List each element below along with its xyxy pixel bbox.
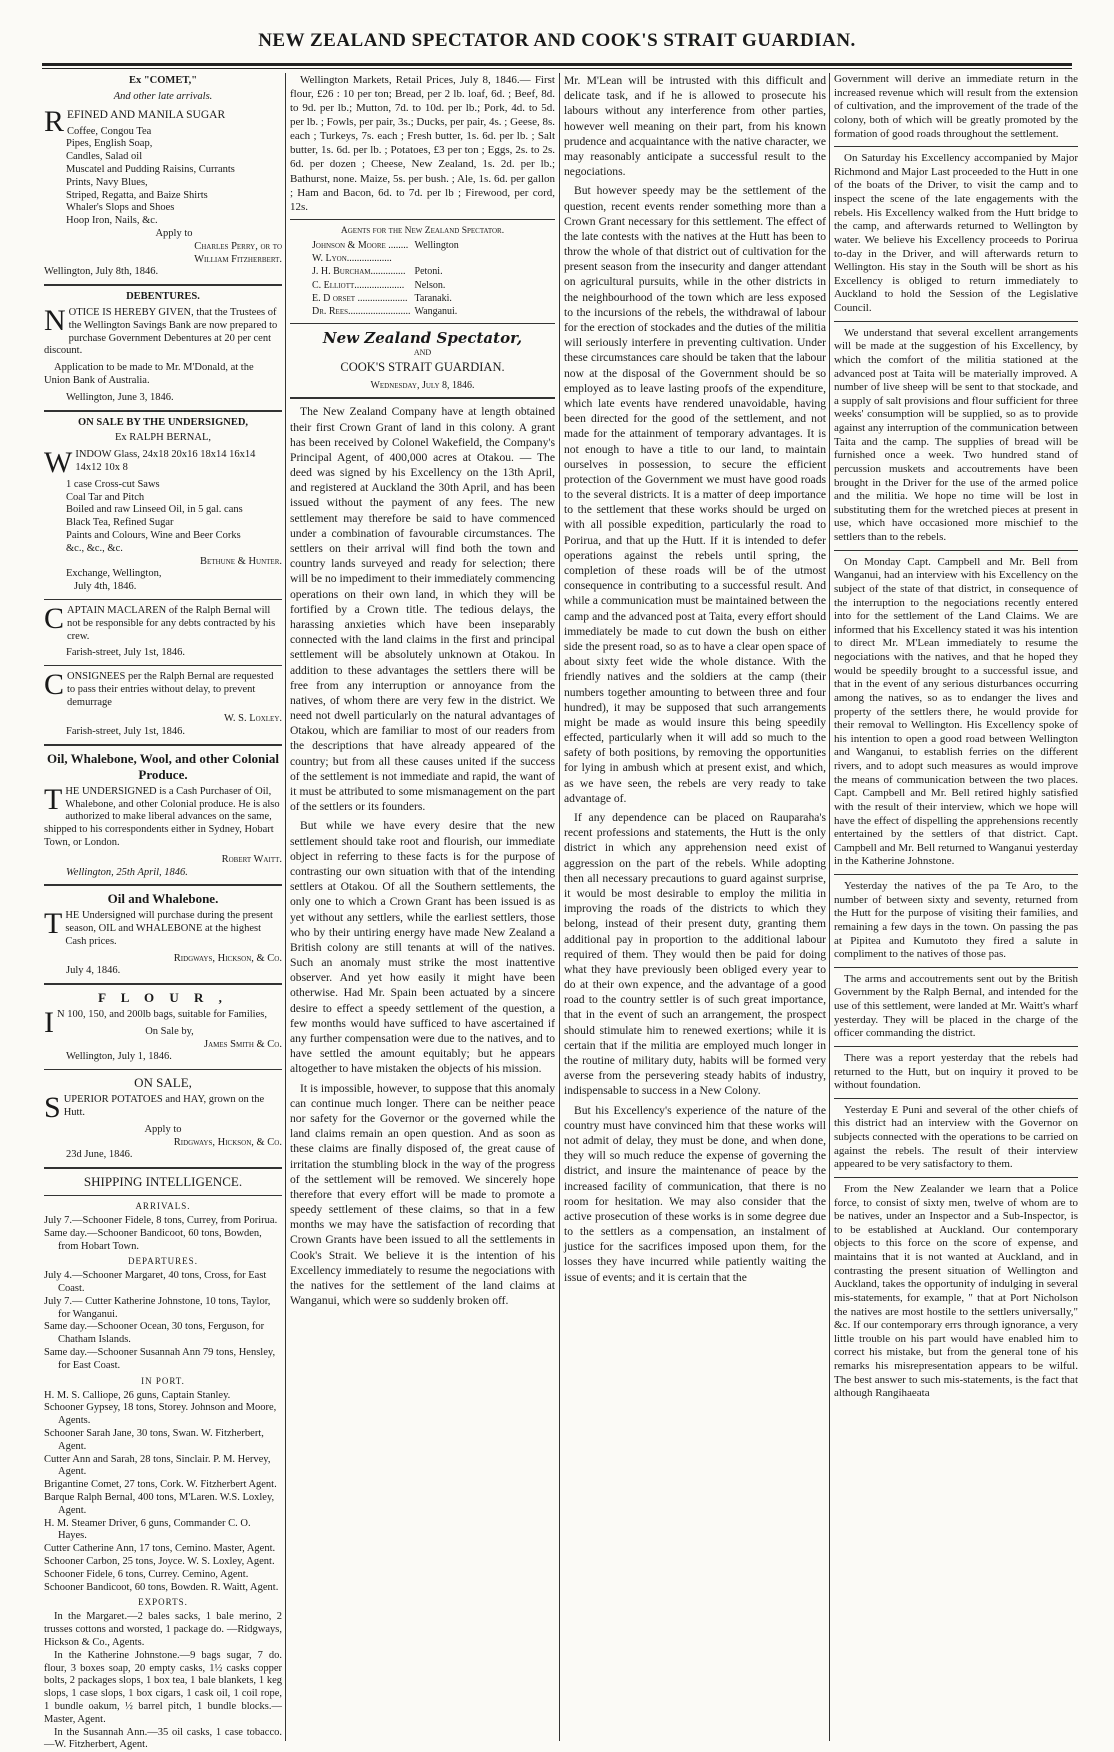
editorial-paragraph: If any dependence can be placed on Rauparaha's recent professions and statements, the Hutt is the only district in which any apprehension need exist of aggression on the part of the rebels. While adopting then all necessary precautions to guard against surprise, it would be most desirable to employ the militia in improving the roads of the districts to which they belong, instead of their present duty, granting them additional pay in proportion to the additional labour required of them. They would then be paid for doing what they have previously been obliged every year to do at their own expence, and the advantage of a good road to the country settler is of such great importance, that in the event of such an arrangement, the prospect should stimulate him to renewed exertions; while it is certain that if the militia are employed much longer in the routine of military duty, habits will be formed very averse from the persevering steady habits of industry, indispensable to success in a New Colony. bbox=[564, 811, 826, 1098]
shipping-entry: Cutter Ann and Sarah, 28 tons, Sinclair. P. M. Hervey, Agent. bbox=[44, 1453, 271, 1478]
shipping-entry: Cutter Catherine Ann, 17 tons, Cemino. Master, Agent. bbox=[44, 1543, 276, 1555]
advert-date: 23d June, 1846. bbox=[66, 1149, 133, 1161]
agent-row bbox=[310, 305, 461, 318]
news-paragraph: On Saturday his Excellency accompanied by Major Richmond and Major Last proceeded to the Hutt in one of the boats of the Driver, to visit the camp and to inspect the scene of the late engagements with the rebels. His Excellency walked from the Hutt bridge to the camp, and afterwards returned to Wellington by water. We believe his Excellency proceeds to Porirua to-day in the Driver, and will afterwards return to Wellington. His stay in the South will be short as his Excellency is obliged to return immediately to Auckland to hold the Session of the Legislative Council. bbox=[834, 152, 1078, 314]
agent-row bbox=[310, 279, 461, 292]
column-advertisements bbox=[44, 73, 282, 1751]
advert-items bbox=[44, 479, 282, 556]
separator bbox=[44, 1195, 282, 1196]
separator bbox=[834, 1046, 1078, 1047]
advert-date: Wellington, June 3, 1846. bbox=[66, 391, 174, 403]
shipping-intelligence bbox=[44, 1174, 282, 1752]
advert-date: Wellington, 25th April, 1846. bbox=[66, 866, 188, 878]
agent-row bbox=[310, 239, 461, 252]
separator bbox=[834, 321, 1078, 322]
agent-place bbox=[413, 252, 461, 265]
agents-table bbox=[310, 239, 461, 318]
advert-item: Candles, Salad oil bbox=[66, 151, 143, 163]
advert-heading: ON SALE, bbox=[134, 1075, 192, 1091]
column-local-news bbox=[834, 73, 1078, 1741]
separator bbox=[44, 983, 282, 985]
advert-item: Boiled and raw Linseed Oil, in 5 gal. cans bbox=[66, 504, 243, 516]
news-paragraph: Government will derive an immediate return in the increased revenue which will result from the extension of cultivation, and the improvement of the trade of the colony, both of which will be greatly promoted by the formation of good roads throughout the settlement. bbox=[834, 73, 1078, 140]
advert-item: Whaler's Slops and Shoes bbox=[66, 202, 175, 214]
separator bbox=[44, 884, 282, 886]
agent-name: C. Elliott.................... bbox=[312, 279, 405, 291]
shipping-entry: Schooner Fidele, 6 tons, Currey. Cemino, Agent. bbox=[44, 1568, 249, 1580]
separator bbox=[44, 284, 282, 286]
advert-heading: ON SALE BY THE UNDERSIGNED, bbox=[77, 416, 249, 428]
news-paragraph: On Monday Capt. Campbell and Mr. Bell from Wanganui, had an interview with his Excellency on the subject of the state of that district, in consequence of the interruption to the negociations recently entered into for the settlement of the Land Claims. We are informed that his Excellency stated it was his intention to direct Mr. M'Lean immediately to resume the negociations with the natives, and that he hoped they would be speedily brought to a successful issue, and that in the event of any serious disturbances occurring among the natives, so as to endanger the lives and property of the settlers there, he would provide for their removal to Wellington. His Excellency spoke of his intention to open a good road between Wellington and Wanganui, to establish ferries on the different rivers, and to adopt such measures as would improve the means of communication between the two places. Capt. Campbell and Mr. Bell retired highly satisfied with the result of their interview, which we hope will have the effect of dispelling the apprehensions recently entertained by the settlers of that district. Capt. Campbell and Mr. Bell returned to Wanganui yesterday in the Katherine Johnstone. bbox=[834, 555, 1078, 868]
agent-place: Taranaki. bbox=[414, 292, 452, 304]
advert-signature: William Fitzherbert. bbox=[194, 253, 282, 265]
shipping-entry: In the Katherine Johnstone.—9 bags sugar, 7 do. flour, 3 boxes soap, 20 empty casks, 1½ casks copper bolts, 2 packages slops, 1 box tea, 1 bale blankets, 1 keg slops, 1 case slops, 1 box cigars, 1 cask oil, 1 coil rope, 1 bundle oakum, ½ barrel pitch, 1 bundle blocks.—Master, Agent. bbox=[44, 1649, 282, 1725]
advert-body: CAPTAIN MACLAREN of the Ralph Bernal will not be responsible for any debts contracted by his crew. bbox=[44, 601, 276, 642]
advert-potatoes bbox=[44, 1075, 282, 1162]
shipping-entry: July 4.—Schooner Margaret, 40 tons, Cross, for East Coast. bbox=[44, 1270, 267, 1295]
shipping-section-label: DEPARTURES. bbox=[128, 1256, 198, 1267]
agent-row bbox=[310, 292, 461, 305]
advert-subheading: Ex RALPH BERNAL, bbox=[115, 432, 211, 444]
advert-body: Application to be made to Mr. M'Donald, at the Union Bank of Australia. bbox=[44, 362, 254, 386]
separator bbox=[834, 1177, 1078, 1178]
agent-place: Wellington bbox=[414, 240, 459, 252]
advert-heading: DEBENTURES. bbox=[126, 291, 200, 303]
market-prices: Wellington Markets, Retail Prices, July 8, 1846.— First flour, £26 : 10 per ton; Bread, per 2 lb. loaf, 6d. ; Beef, 8d. to 9d. per lb.; Mutton, 7d. to 10d. per lb.; Pork, 4d. to 5d. per lb. ; Fowls, per pair, 3s.; Ducks, per pair, 4s. ; Geese, 8s. each ; Turkeys, 7s. each ; Fresh butter, 1s. 6d. per lb. ; Salt butter, 1s. 6d. per lb. ; Potatoes, £3 per ton ; Eggs, 2s. to 2s. 6d. per dozen ; Cheese, New Zealand, 1s. 2d. per lb.; Bathurst, none. Maize, 5s. per bush. ; Ale, 1s. 6d. per gallon ; Ham and Bacon, 6d. to 7d. per lb ; Firewood, per cord, 12s. bbox=[290, 74, 555, 213]
advert-date: July 4th, 1846. bbox=[74, 581, 137, 593]
news-paragraph: There was a report yesterday that the rebels had returned to the Hutt, but on inquiry it proved to be without foundation. bbox=[834, 1051, 1078, 1092]
advert-date: Wellington, July 8th, 1846. bbox=[44, 266, 159, 278]
editorial-paragraph: Mr. M'Lean will be intrusted with this difficult and delicate task, and if he is allowed to prosecute his labours without any interference from other parties, however well meaning on their part, from his known prudence and acquaintance with the native character, we may reasonably anticipate a successful result to the negociations. bbox=[564, 74, 826, 179]
advert-date: Wellington, July 1, 1846. bbox=[66, 1051, 172, 1063]
editorial-paragraph: But his Excellency's experience of the nature of the country must have convinced him that these works will not admit of delay, they must be done, and when done, they will so much reduce the expense of governing the district, and insure the maintenance of peace by the increased facility of communication, that there is no room for hesitation. We may also consider that the active prosecution of these works is in some degree due to the settlers as a compensation, an instalment of justice for the sacrifices imposed upon them, for the losses they have incurred while patiently waiting the issue of events; and it is certain that the bbox=[564, 1103, 826, 1284]
advert-body: CONSIGNEES per the Ralph Bernal are requested to pass their entries without delay, to prevent demurrage bbox=[44, 668, 274, 708]
agent-row bbox=[310, 252, 461, 265]
news-paragraph: We understand that several excellent arrangements will be made at the suggestion of his Excellency, by which the comfort of the militia stationed at the advanced post at Taita will be materially improved. A number of live sheep will be sent to that stockade, and a supply of salt provisions and flour sufficient for three weeks' consumption will be supplied, so as to provide against any interruption of the communication between Taita and the camp. The supplies of bread will be furnished once a week. Two hundred stand of percussion muskets and accoutrements have been brought in the Driver for the use of the armed police and the militia. We hope no time will be lost in substituting them for the wretched pieces at present in use, which have occasioned more mischief to the settlers than to the rebels. bbox=[834, 326, 1078, 543]
column-editorial-1 bbox=[290, 73, 555, 1741]
advert-item: Muscatel and Pudding Raisins, Currants bbox=[66, 164, 235, 175]
agent-name: E. D orset .................... bbox=[312, 292, 408, 304]
advert-signature: James Smith & Co. bbox=[204, 1038, 282, 1050]
shipping-entry: Same day.—Schooner Susannah Ann 79 tons, Hensley, for East Coast. bbox=[44, 1347, 276, 1371]
advert-heading: Oil and Whalebone. bbox=[107, 891, 219, 907]
advert-consignees bbox=[44, 668, 282, 739]
advert-item: 1 case Cross-cut Saws bbox=[66, 478, 160, 490]
separator bbox=[834, 550, 1078, 551]
agents-heading: Agents for the New Zealand Spectator. bbox=[340, 225, 505, 236]
separator bbox=[44, 599, 282, 600]
separator bbox=[44, 665, 282, 666]
advert-lead: REFINED AND MANILA SUGAR bbox=[44, 104, 226, 138]
paper-title: New Zealand Spectator, bbox=[322, 328, 523, 347]
editorial-paragraph: But while we have every desire that the new settlement should take root and flourish, our immediate object in referring to these facts is for the purpose of contrasting our own situation with that of the intending settlers at Otakou. Of all the Southern settlements, the only one to which a Crown Grant has been issued is as yet without any settlers, while the earliest settlers, those who by their untiring energy have made New Zealand a British colony are still tenants at will of the natives. Such an anomaly must strike the most inattentive observer. And yet how easily it might have been otherwise. Had Mr. Spain been actuated by a sincere desire to effect a speedy settlement of the question, a few months would have sufficed to have ascertained if any further compensation were due to the natives, and to have settled the amount equitably; but he appears altogether to have mistaken the objects of his mission. bbox=[290, 819, 555, 1076]
advert-signature: W. S. Loxley. bbox=[223, 713, 282, 725]
advert-apply: Apply to bbox=[144, 1123, 182, 1135]
advert-date: July 4, 1846. bbox=[66, 965, 121, 977]
advert-item: Coal Tar and Pitch bbox=[66, 491, 145, 503]
column-rule-1 bbox=[285, 73, 286, 1741]
advert-lead: WINDOW Glass, 24x18 20x16 18x14 16x14 14x12 10x 8 bbox=[44, 446, 256, 480]
editorial-paragraph: But however speedy may be the settlement of the question, recent events render something more than a Crown Grant necessary for this settlement. The effect of the late contests with the natives at the Hutt has been to throw the whole of that district out of cultivation for the present season from the insecurity and danger attendant on agricultural pursuits, while in the other districts in the neighbourhood of the town which are less exposed to the incursions of the rebels, the withdrawal of labour for the erection of stockades and the duties of the militia will seriously interfere in preventing cultivation. Under these circumstances care should be taken that the labour now at the disposal of the Government should be so employed as to leave lasting proofs of the expenditure, which late events have rendered unavoidable, having been directed for the good of the settlement, and not made for the attainment of temporary advantages. It is not enough to have a title to our land, to maintain ourselves in possession, to secure the efficient protection of the Government we must have good roads to the several districts. It is a matter of deep importance to the settlement that these works should be urged on with all possible expedition, particularly the road to Porirua, and that up the Hutt. If it is intended to defer operations against the rebels until spring, the completion of these roads will be of the utmost consequence in contributing to a successful result. And while a communication must be maintained between the camp and the advanced post at Taita, every effort should immediately be made to cut down the bush on either side the present road, so as to have a clear open space of about sixty feet wide the whole distance. With the friendly natives and the soldiers at the camp (their numbers together amounting to between three and four hundred), it may be supposed that such arrangements might be made as would insure this being speedily effected, particularly when it will add so much to the safety of both positions, by removing the opportunities for lying in ambush which at present exist, and which, as we have seen, the rebels are very ready to take advantage of. bbox=[564, 184, 826, 805]
advert-item: Prints, Navy Blues, bbox=[66, 176, 148, 188]
shipping-entry: Same day.—Schooner Ocean, 30 tons, Ferguson, for Chatham Islands. bbox=[44, 1321, 265, 1346]
separator bbox=[44, 1167, 282, 1169]
news-paragraph: The arms and accoutrements sent out by the British Government by the Ralph Bernal, and intended for the use of this settlement, were landed at Mr. Waitt's wharf yesterday. They will be placed in the charge of the officer commanding the district. bbox=[834, 972, 1078, 1040]
advert-item: Black Tea, Refined Sugar bbox=[66, 517, 174, 529]
masthead-title: NEW ZEALAND SPECTATOR AND COOK'S STRAIT GUARDIAN. bbox=[258, 30, 856, 51]
advert-signature: Charles Perry, or to bbox=[194, 240, 282, 252]
advert-oil-whalebone bbox=[44, 891, 282, 978]
advert-body: THE UNDERSIGNED is a Cash Purchaser of Oil, Whalebone, and other Colonial produce. He is also authorized to make liberal advances on the same, shipped to his correspondents either in Sydney, Hobart Town, or London. bbox=[44, 782, 280, 848]
shipping-entry: July 7.—Schooner Fidele, 8 tons, Currey, from Porirua. bbox=[44, 1214, 278, 1226]
column-rule-2 bbox=[559, 73, 560, 1741]
separator bbox=[290, 397, 555, 399]
shipping-section-label: EXPORTS. bbox=[138, 1597, 188, 1608]
advert-heading: F L O U R , bbox=[98, 990, 228, 1006]
advert-subheading: And other late arrivals. bbox=[113, 90, 213, 102]
separator bbox=[290, 323, 555, 324]
advert-heading: Ex "COMET," bbox=[128, 75, 198, 86]
advert-signature: Ridgways, Hickson, & Co. bbox=[173, 1136, 282, 1148]
advert-items bbox=[44, 126, 282, 241]
shipping-entry: Brigantine Comet, 27 tons, Cork. W. Fitzherbert Agent. bbox=[44, 1479, 277, 1491]
shipping-entry: July 7.— Cutter Katherine Johnstone, 10 tons, Taylor, for Wanganui. bbox=[44, 1295, 271, 1320]
paper-subtitle: COOK'S STRAIT GUARDIAN. bbox=[340, 359, 505, 374]
dateline: Wednesday, July 8, 1846. bbox=[370, 380, 475, 392]
advert-comet bbox=[44, 75, 282, 279]
shipping-entry: Barque Ralph Bernal, 400 tons, M'Laren. W.S. Loxley, Agent. bbox=[44, 1492, 275, 1516]
shipping-entry: In the Susannah Ann.—35 oil casks, 1 case tobacco.—W. Fitzherbert, Agent. bbox=[44, 1726, 282, 1751]
separator bbox=[834, 146, 1078, 147]
separator bbox=[44, 410, 282, 412]
advert-item: &c., &c., &c. bbox=[66, 542, 123, 554]
advert-body: SUPERIOR POTATOES and HAY, grown on the Hutt. bbox=[44, 1091, 265, 1125]
advert-signature: Bethune & Hunter. bbox=[200, 555, 282, 567]
separator bbox=[834, 967, 1078, 968]
shipping-section-label: IN PORT. bbox=[141, 1375, 185, 1386]
shipping-heading: SHIPPING INTELLIGENCE. bbox=[83, 1174, 243, 1190]
advert-item: Hoop Iron, Nails, &c. bbox=[66, 215, 158, 227]
editorial-paragraph: It is impossible, however, to suppose that this anomaly can continue much longer. There can be neither peace nor safety for the Governor or the governed while the land claims remain an open question. And as soon as these claims are finally disposed of, the great cause of irritation the stumbling block in the way of the progress of the settlement will be removed. We sincerely hope therefore that every effort will be made to promote a speedy settlement of these claims, so that in a few months we may have the satisfaction of recording that Crown Grants have been issued to all the settlements in Cook's Strait. We believe it is the intention of his Excellency immediately to resume the negociations with the natives for the settlement of the land claims at Wanganui, which were so suddenly broken off. bbox=[290, 1081, 555, 1308]
shipping-entry: H. M. S. Calliope, 26 guns, Captain Stanley. bbox=[44, 1389, 231, 1401]
advert-maclaren bbox=[44, 601, 282, 660]
advert-signature: Ridgways, Hickson, & Co. bbox=[173, 952, 282, 964]
advert-body: IN 100, 150, and 200lb bags, suitable for Families, bbox=[44, 1006, 267, 1040]
advert-flour bbox=[44, 990, 282, 1064]
news-paragraph: Yesterday E Puni and several of the other chiefs of this district had an interview with the Governor on subjects connected with the operations to be carried on against the rebels. The result of their interview appeared to be very satisfactory to them. bbox=[834, 1103, 1078, 1171]
column-rule-3 bbox=[829, 73, 830, 1741]
agent-name: Dr. Rees......................... bbox=[312, 305, 411, 317]
shipping-entry: Schooner Bandicoot, 60 tons, Bowden. R. Waitt, Agent. bbox=[44, 1581, 279, 1593]
separator bbox=[290, 219, 555, 220]
advert-item: Paints and Colours, Wine and Beer Corks bbox=[66, 529, 241, 541]
separator bbox=[44, 744, 282, 746]
paper-and: AND bbox=[413, 348, 432, 358]
advert-signature: Robert Waitt. bbox=[221, 853, 282, 865]
shipping-entry: Schooner Carbon, 25 tons, Joyce. W. S. Loxley, Agent. bbox=[44, 1556, 275, 1567]
shipping-entry: Schooner Gypsey, 18 tons, Storey. Johnson and Moore, Agents. bbox=[44, 1402, 277, 1427]
advert-item: Striped, Regatta, and Baize Shirts bbox=[66, 189, 208, 201]
advert-item: Apply to bbox=[155, 227, 193, 239]
separator bbox=[44, 1069, 282, 1070]
advert-oil-wool bbox=[44, 751, 282, 879]
shipping-section-label: ARRIVALS. bbox=[135, 1200, 191, 1211]
separator bbox=[834, 874, 1078, 875]
shipping-entry: In the Margaret.—2 bales sacks, 1 bale merino, 2 trusses cottons and worsted, 1 package do. —Ridgways, Hickson & Co., Agents. bbox=[44, 1611, 282, 1648]
advert-item: Pipes, English Soap, bbox=[66, 138, 153, 150]
agent-name: Johnson & Moore ........ bbox=[312, 240, 409, 252]
advert-date: Exchange, Wellington, bbox=[66, 568, 162, 580]
shipping-entry: Schooner Sarah Jane, 30 tons, Swan. W. Fitzherbert, Agent. bbox=[44, 1428, 264, 1452]
agent-row bbox=[310, 265, 461, 278]
advert-body: THE Undersigned will purchase during the present season, OIL and WHALEBONE at the highest Cash prices. bbox=[44, 907, 273, 947]
agent-place: Nelson. bbox=[414, 279, 446, 291]
column-editorial-2 bbox=[564, 73, 826, 1741]
masthead bbox=[0, 0, 1114, 72]
advert-body: NOTICE IS HEREBY GIVEN, that the Trustees of the Wellington Savings Bank are now prepared to purchase Government Debentures at 20 per cent discount. bbox=[44, 303, 278, 357]
agent-place: Petoni. bbox=[414, 266, 443, 278]
agent-name: J. H. Burcham.............. bbox=[312, 266, 406, 278]
shipping-entry: Same day.—Schooner Bandicoot, 60 tons, Bowden, from Hobart Town. bbox=[44, 1227, 262, 1252]
separator bbox=[834, 1098, 1078, 1099]
agent-place: Wanganui. bbox=[414, 305, 458, 317]
advert-sale-note: On Sale by, bbox=[145, 1025, 194, 1037]
advert-date: Farish-street, July 1st, 1846. bbox=[66, 726, 185, 738]
advert-date: Farish-street, July 1st, 1846. bbox=[66, 647, 185, 659]
shipping-entry: H. M. Steamer Driver, 6 guns, Commander C. O. Hayes. bbox=[44, 1517, 251, 1542]
advert-sale-undersigned bbox=[44, 417, 282, 594]
news-paragraph: Yesterday the natives of the pa Te Aro, to the number of between sixty and seventy, returned from the Hutt for the purpose of visiting their families, and remaining a few days in the town. On passing the pas at Pipitea and Kumutoto they fired a salute in compliment to the natives of those pas. bbox=[834, 880, 1078, 961]
editorial-paragraph: The New Zealand Company have at length obtained their first Crown Grant of land in this colony. A grant has been received by Colonel Wakefield, the Company's Principal Agent, of 400,000 acres at Otakou. — The deed was signed by his Excellency on the 13th April, and registered at Auckland the 30th April, and has been issued without the payment of any fees. The new settlement may therefore be said to have commenced under a combination of favourable circumstances. The settlers on their arrival will find both the town and country lands surveyed and ready for selection; there will be no impediment to their immediately commencing operations on their own land, in which they will be fortified by a Crown title. The tedious delays, the harassing anxieties which have been inseparably connected with the land claims in the first and principal settlement will be absolutely unknown at Otakou. In addition to these advantages the settlers there will be free from any interruption or annoyance from the natives, of whom there are very few in the district. We need not dwell particularly on the natural advantages of Otakou, which are familiar to most of our readers from the descriptions that have already appeared of the country; but from all these causes united if the success of the settlement is not immediate and rapid, the want of it must be attributed to some mismanagement on the part of the settlers or its founders. bbox=[290, 405, 555, 814]
advert-item: Coffee, Congou Tea bbox=[67, 125, 152, 137]
news-paragraph: From the New Zealander we learn that a Police force, to consist of sixty men, twelve of whom are to be natives, under an Inspector and a Sub-Inspector, is to be established at Auckland. Our contemporary objects to this force on the score of expense, and maintains that it is not wanted at Auckland, and in contrasting the present situation of Wellington and Auckland, takes the opportunity of indulging in several mis-statements, for example, " that at Port Nicholson the natives are most hostile to the settlers universally," &c. If our contemporary errs through ignorance, a very little trouble on his part would have enabled him to correct his mistake, but from the general tone of his remarks his misrepresentation appears to be wilful. The best answer to such mis-statements, is the fact that although Rangihaeata bbox=[834, 1182, 1078, 1400]
advert-heading: Oil, Whalebone, Wool, and other Colonial Produce. bbox=[47, 751, 279, 782]
advert-debentures bbox=[44, 291, 282, 404]
masthead-rule-thin bbox=[42, 68, 1072, 69]
agent-name: W. Lyon.................. bbox=[312, 253, 392, 265]
masthead-rule-thick bbox=[42, 63, 1072, 66]
